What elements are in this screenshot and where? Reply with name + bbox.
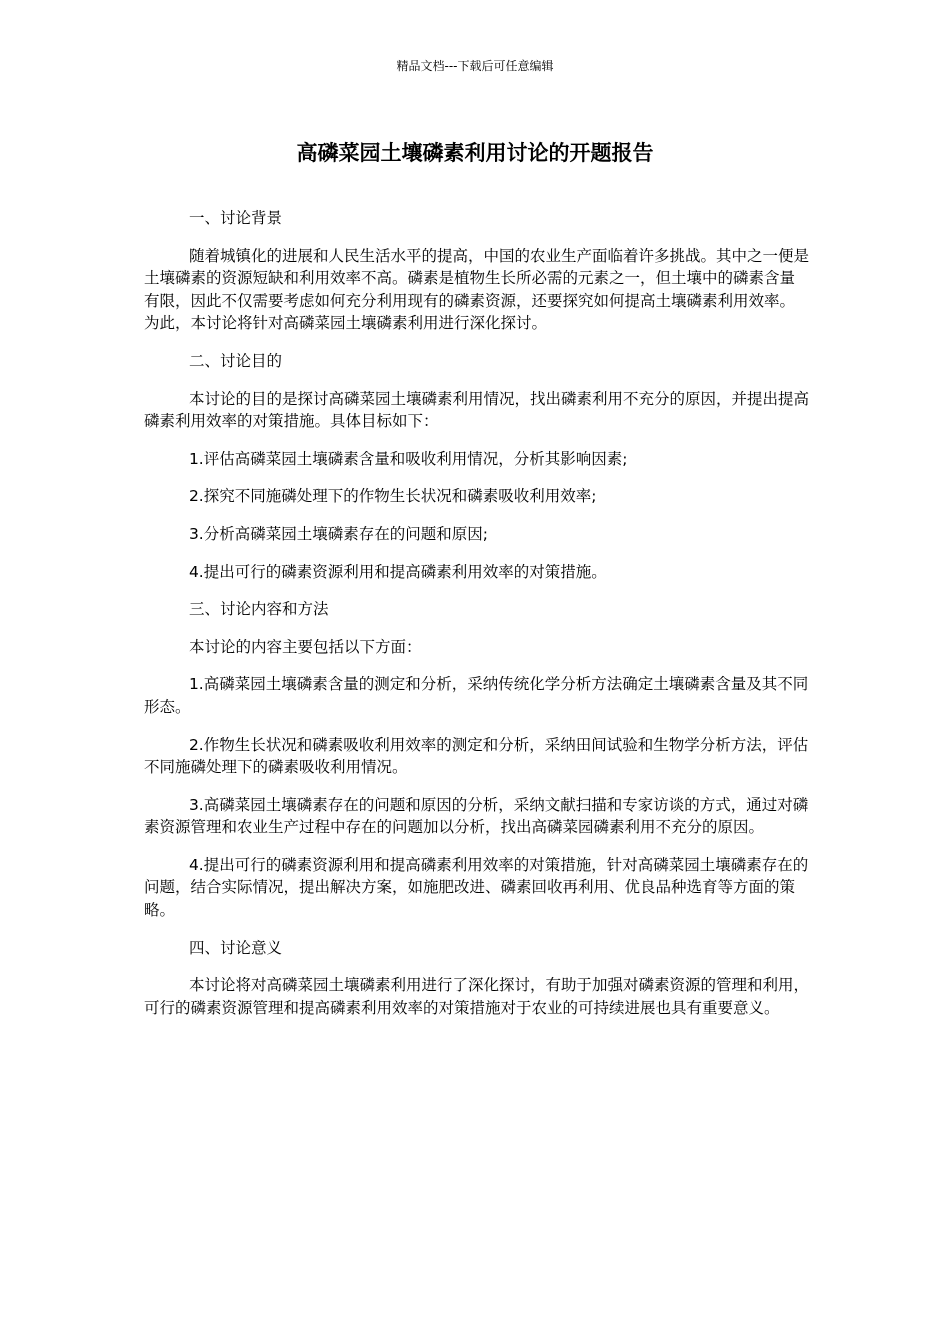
page-header: 精品文档---下载后可任意编辑: [396, 59, 554, 73]
document-title: 高磷菜园土壤磷素利用讨论的开题报告: [296, 141, 654, 165]
list-item-goal-1: 1.评估高磷菜园土壤磷素含量和吸收利用情况，分析其影响因素;: [188, 449, 628, 468]
list-item-goal-2: 2.探究不同施磷处理下的作物生长状况和磷素吸收利用效率;: [188, 487, 597, 506]
section-heading-purpose: 二、讨论目的: [188, 351, 282, 370]
list-item-content-3: 3.高磷菜园土壤磷素存在的问题和原因的分析，采纳文献扫描和专家访谈的方式，通过对磷素资源管理和农业生产过程中存在的问题加以分析，找出高磷菜园磷素利用不充分的原因。: [144, 795, 809, 837]
section-heading-content-methods: 三、讨论内容和方法: [188, 600, 329, 619]
list-item-content-2: 2.作物生长状况和磷素吸收利用效率的测定和分析，采纳田间试验和生物学分析方法，评估不同施磷处理下的磷素吸收利用情况。: [144, 735, 809, 777]
paragraph-purpose: 本讨论的目的是探讨高磷菜园土壤磷素利用情况，找出磷素利用不充分的原因，并提出提高磷素利用效率的对策措施。具体目标如下：: [144, 389, 809, 431]
paragraph-content-intro: 本讨论的内容主要包括以下方面：: [188, 637, 422, 656]
section-heading-significance: 四、讨论意义: [188, 938, 282, 957]
list-item-content-4: 4.提出可行的磷素资源利用和提高磷素利用效率的对策措施，针对高磷菜园土壤磷素存在的问题，结合实际情况，提出解决方案，如施肥改进、磷素回收再利用、优良品种选育等方面的策略。: [144, 855, 809, 920]
paragraph-significance: 本讨论将对高磷菜园土壤磷素利用进行了深化探讨，有助于加强对磷素资源的管理和利用，可行的磷素资源管理和提高磷素利用效率的对策措施对于农业的可持续进展也具有重要意义。: [144, 976, 809, 1017]
document-body: [144, 207, 809, 1034]
list-item-goal-4: 4.提出可行的磷素资源利用和提高磷素利用效率的对策措施。: [188, 562, 607, 581]
list-item-goal-3: 3.分析高磷菜园土壤磷素存在的问题和原因;: [188, 524, 488, 543]
list-item-content-1: 1.高磷菜园土壤磷素含量的测定和分析，采纳传统化学分析方法确定土壤磷素含量及其不同形态。: [144, 675, 809, 716]
section-heading-background: 一、讨论背景: [188, 209, 282, 227]
paragraph-background: 随着城镇化的进展和人民生活水平的提高，中国的农业生产面临着许多挑战。其中之一便是土壤磷素的资源短缺和利用效率不高。磷素是植物生长所必需的元素之一，但土壤中的磷素含量有限，因此不仅需要考虑如何充分利用现有的磷素资源，还要探究如何提高土壤磷素利用效率。为此，本讨论将针对高磷菜园土壤磷素利用进行深化探讨。: [144, 246, 809, 333]
